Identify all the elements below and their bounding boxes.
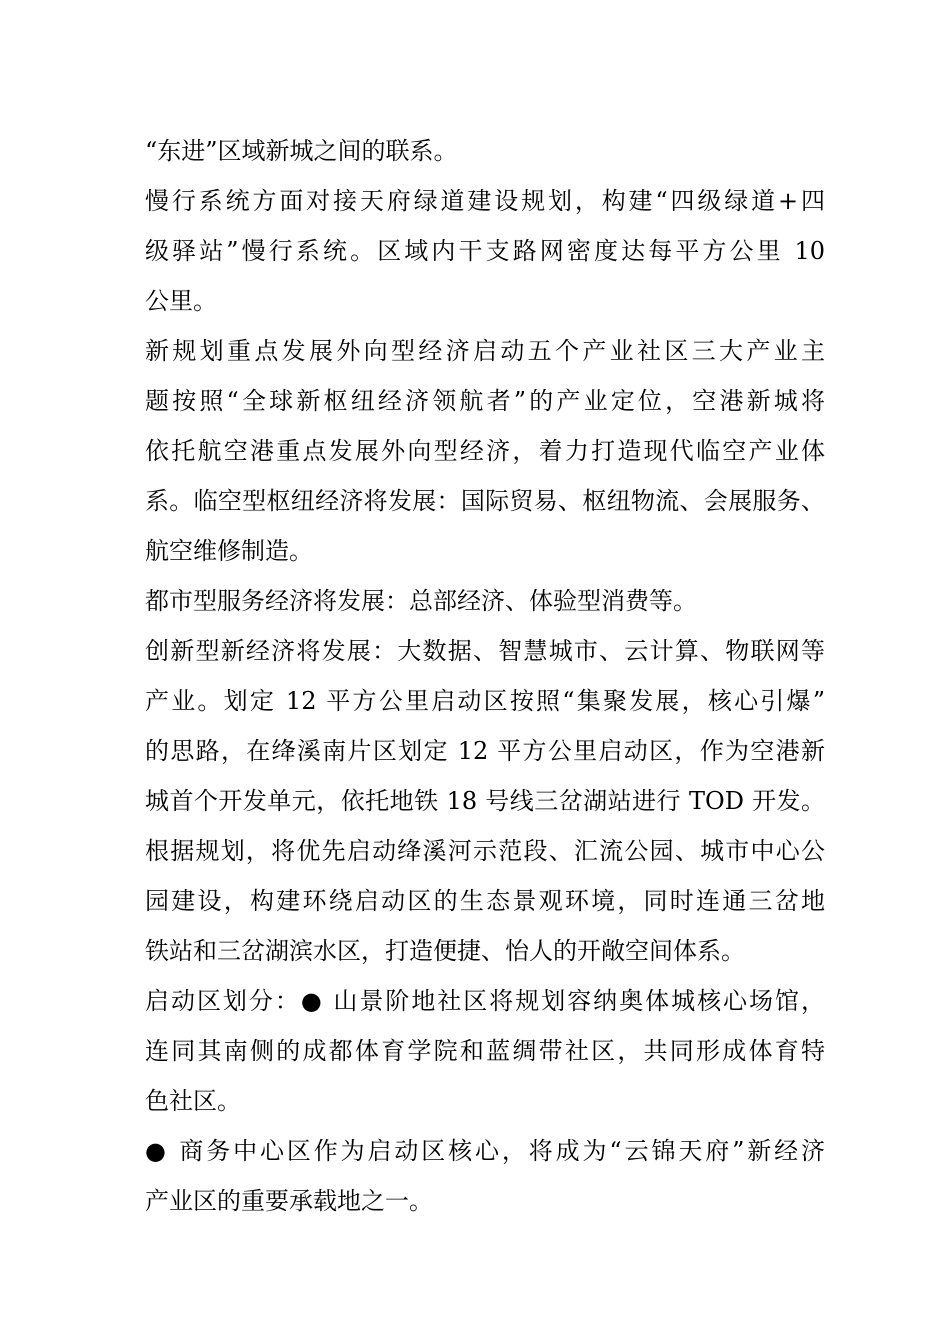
text-line: 铁站和三岔湖滨水区，打造便捷、怡人的开敞空间体系。 [145, 937, 745, 965]
text-line: 启动区划分：● 山景阶地社区将规划容纳奥体城核心场馆， [145, 987, 825, 1015]
text-line: 根据规划，将优先启动绛溪河示范段、汇流公园、城市中心公 [145, 837, 825, 865]
text-line: 连同其南侧的成都体育学院和蓝绸带社区，共同形成体育特 [145, 1037, 825, 1065]
text-line: 航空维修制造。 [145, 537, 313, 565]
text-line: 城首个开发单元，依托地铁 18 号线三岔湖站进行 TOD 开发。 [145, 787, 825, 815]
text-line: 产业。划定 12 平方公里启动区按照“集聚发展，核心引爆” [145, 687, 825, 715]
body-text [145, 126, 825, 1226]
text-line: 公里。 [145, 287, 217, 315]
text-line: 新规划重点发展外向型经济启动五个产业社区三大产业主 [145, 337, 825, 365]
text-line: 依托航空港重点发展外向型经济，着力打造现代临空产业体 [145, 437, 825, 465]
text-line: 级驿站”慢行系统。区域内干支路网密度达每平方公里 10 [145, 237, 825, 265]
text-line: 产业区的重要承载地之一。 [145, 1187, 433, 1215]
text-line: 慢行系统方面对接天府绿道建设规划，构建“四级绿道+四 [145, 187, 825, 215]
text-line: 色社区。 [145, 1087, 241, 1115]
text-line: 都市型服务经济将发展：总部经济、体验型消费等。 [145, 587, 697, 615]
text-line: 题按照“全球新枢纽经济领航者”的产业定位，空港新城将 [145, 387, 825, 415]
text-line: 的思路，在绛溪南片区划定 12 平方公里启动区，作为空港新 [145, 737, 825, 765]
text-line: 系。临空型枢纽经济将发展：国际贸易、枢纽物流、会展服务、 [145, 487, 825, 515]
text-line: “东进”区域新城之间的联系。 [145, 137, 458, 165]
text-line: ● 商务中心区作为启动区核心，将成为“云锦天府”新经济 [145, 1137, 825, 1165]
text-line: 创新型新经济将发展：大数据、智慧城市、云计算、物联网等 [145, 637, 825, 665]
text-line: 园建设，构建环绕启动区的生态景观环境，同时连通三岔地 [145, 887, 825, 915]
